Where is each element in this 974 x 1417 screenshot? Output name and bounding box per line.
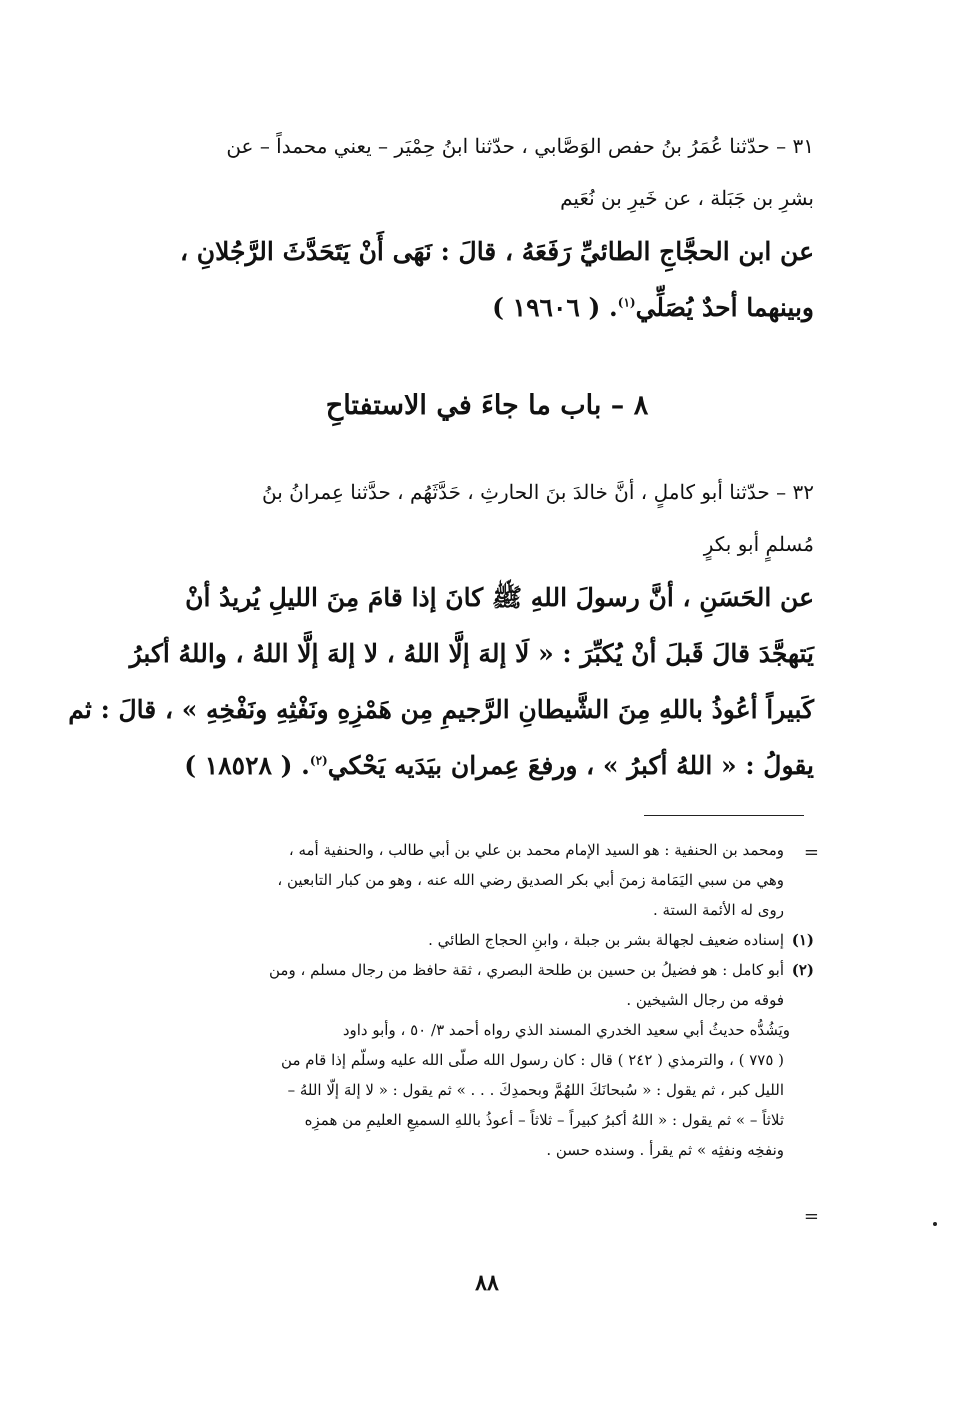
footnote-2-label: (٢) — [791, 961, 814, 979]
footnote-separator — [644, 815, 804, 816]
chapter-heading: ٨ – باب ما جاءَ في الاستفتاحِ — [325, 390, 649, 421]
continuation-marker: = — [803, 842, 819, 863]
footnote-2-para-line-1: ويَشُدُّه حديثُ أبي سعيد الخدري المسند الذي رواه أحمد ٣/ ٥٠ ، وأبو داود — [342, 1021, 790, 1039]
footnote-2-para-line-2: ( ٧٧٥ ) ، والترمذي ( ٢٤٢ ) قال : كان رسول الله صلّى الله عليه وسلّم إذا قام من — [281, 1051, 784, 1069]
footnote-1 — [164, 925, 814, 955]
hadith-31-reference: . ( ١٩٦٠٦ ) — [492, 293, 618, 322]
page-number: ٨٨ — [475, 1270, 499, 1296]
hadith-31-matn-text: وبينهما أحدٌ يُصَلِّي — [635, 293, 814, 322]
hadith-32-matn-line-3: كَبيراً أعُوذُ باللهِ مِنَ الشَّيطانِ الرَّجيمِ مِن هَمْزِهِ ونَفْثِهِ ونَفْخِهِ » ، قالَ : ثم — [68, 695, 814, 724]
footnote-2-para-line-5: ونفخِه ونفثِه » ثم يقرأ . وسنده حسن . — [546, 1141, 784, 1159]
hadith-31-matn-line-1: عن ابن الحجَّاجِ الطائيِّ رَفَعَهُ ، قالَ : نَهَى أَنْ يَتَحَدَّثَ الرَّجُلانِ ، — [180, 237, 814, 266]
footnotes — [164, 835, 814, 1165]
scan-dot — [933, 1222, 937, 1226]
hadith-32-isnad-line-2: مُسلمٍ أبو بكرٍ — [703, 532, 814, 556]
hadith-32-matn-line-2: يَتهجَّدَ قالَ قَبلَ أنْ يُكبِّرَ : « لَا إلهَ إلَّا اللهُ ، لا إلهَ إلَّا اللهُ ، واللهُ أكبرُ — [129, 639, 814, 668]
main-text — [164, 120, 814, 336]
hadith-32-isnad-line-1: ٣٢ – حدّثنا أبو كاملٍ ، أنَّ خالدَ بنَ الحارثِ ، حَدَّثَهُم ، حدَّثنا عِمرانُ بنُ — [261, 480, 814, 504]
hadith-32-matn-text: يقولُ : « اللهُ أكبرُ » ، ورفعَ عِمران بيَدَيه يَحْكي — [327, 751, 814, 780]
footnote-ref-2: (٢) — [309, 753, 328, 768]
footnote-2-para-line-3: الليل كبر ، ثم يقول : « سُبحانَكَ اللهُمَّ وبحمدِكَ . . . » ثم يقول : « لا إلهَ إلّا اللهُ – — [287, 1081, 784, 1099]
hadith-31-isnad-line-1: ٣١ – حدّثنا عُمَرُ بنُ حفص الوَصَّابي ، حدّثنا ابنُ حِمْيَر – يعني محمداً – عن — [226, 134, 814, 158]
hadith-32 — [68, 466, 814, 794]
footnote-2-text: أبو كامل : هو فضيلُ بن حسين بن طلحة البصري ، ثقة حافظ من رجال مسلم ، ومن — [269, 961, 784, 979]
footnote-continuation-line-2: وهي من سبي اليَمَامة زمنَ أبي بكر الصديق رضي الله عنه ، وهو من كبار التابعين ، — [277, 871, 784, 889]
hadith-31-isnad-line-2: بشرِ بن جَبَلة ، عن خَيرِ بن نُعَيم — [560, 186, 814, 210]
footnote-2-line-2: فوقه من رجال الشيخين . — [626, 991, 784, 1009]
hadith-32-matn-line-4 — [164, 738, 814, 794]
footnote-continuation-line-3: روى له الأئمة الستة . — [653, 901, 784, 919]
footnote-continuation-line-1: ومحمد بن الحنفية : هو السيد الإمام محمد بن علي بن أبي طالب ، والحنفية أمه ، — [288, 841, 784, 859]
hadith-31-matn-line-2 — [164, 280, 814, 336]
end-continuation-marker: = — [803, 1206, 819, 1227]
footnote-1-text: إسناده ضعيف لجهالة بشر بن جبلة ، وابنِ الحجاج الطائي . — [428, 931, 784, 949]
footnote-ref-1: (١) — [617, 295, 636, 310]
hadith-32-reference: . ( ١٨٥٢٨ ) — [184, 751, 310, 780]
hadith-32-matn-line-1: عن الحَسَنِ ، أنَّ رسولَ اللهِ ﷺ كانَ إذا قامَ مِنَ الليلِ يُريدُ أنْ — [185, 583, 814, 612]
footnote-2-line-1 — [164, 955, 814, 985]
footnote-1-label: (١) — [791, 931, 814, 949]
footnote-2-para-line-4: ثلاثاً – » ثم يقول : « اللهُ أكبرُ كبيراً – ثلاثاً – أعوذُ باللهِ السميعِ العليمِ من همزِه — [304, 1111, 784, 1129]
